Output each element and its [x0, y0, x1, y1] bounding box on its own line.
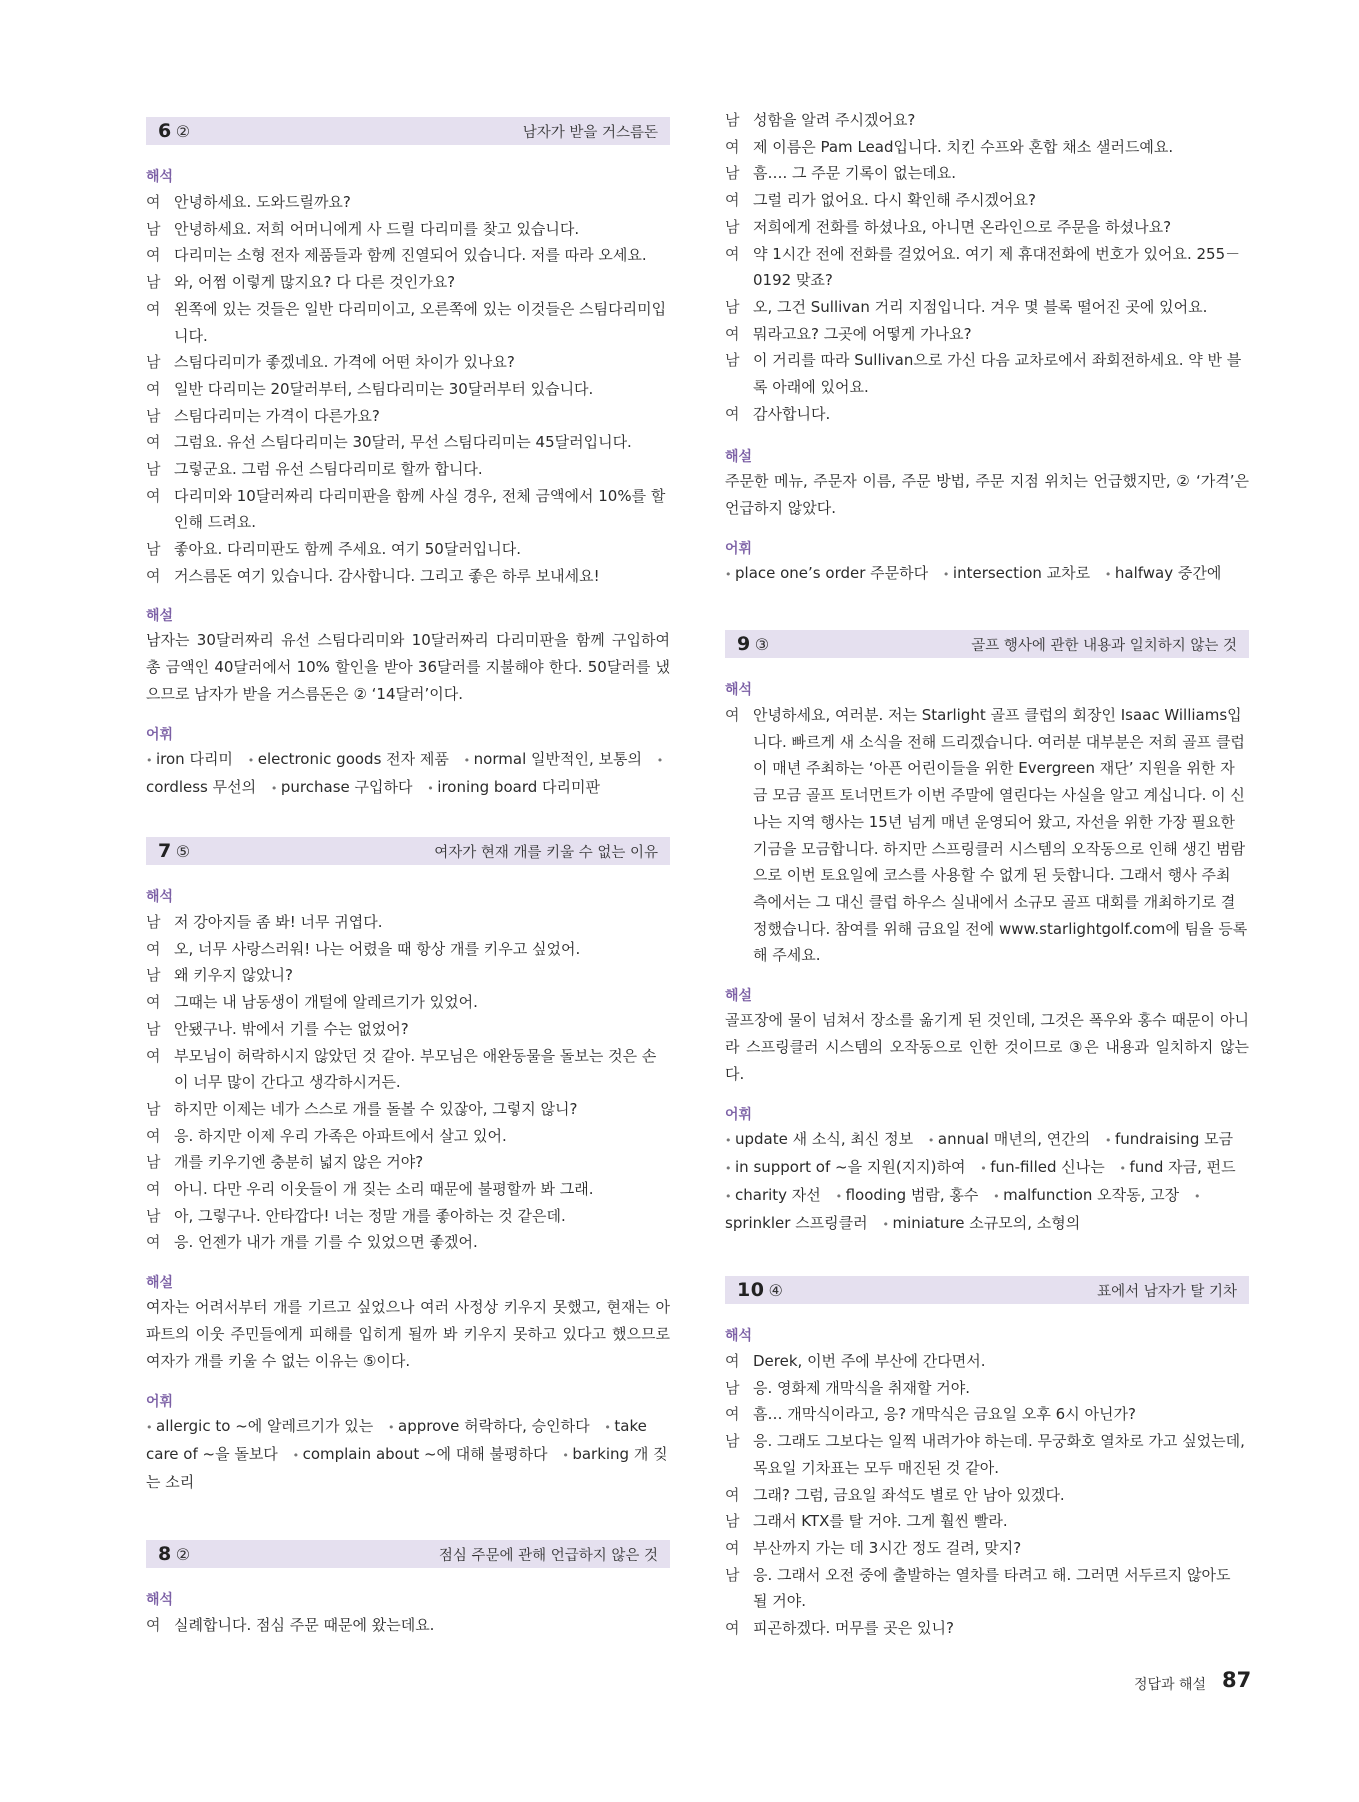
- speaker-label: 여: [146, 993, 161, 1012]
- dialogue-line: [725, 1428, 1249, 1481]
- vocab-item: • charity 자선: [725, 1186, 821, 1204]
- q6-vocab: [146, 746, 670, 802]
- dialogue-line: [146, 349, 670, 376]
- dialogue-line: [725, 214, 1249, 241]
- dialogue-text: 다리미는 소형 전자 제품들과 함께 진열되어 있습니다. 저를 따라 오세요.: [174, 246, 647, 265]
- dialogue-line: [146, 962, 670, 989]
- speaker-label: 남: [146, 913, 161, 931]
- speaker-label: 남: [146, 460, 161, 479]
- dialogue-text: 저희에게 전화를 하셨나요, 아니면 온라인으로 주문을 하셨나요?: [753, 217, 1172, 236]
- dialogue-text: 안됐구나. 밖에서 기를 수는 없었어?: [174, 1019, 409, 1038]
- q9-dialogue: [725, 702, 1249, 969]
- q8-vocab-label: 어휘: [725, 541, 753, 557]
- speaker-label: 남: [146, 540, 161, 559]
- q8-vocab: [725, 560, 1249, 588]
- dialogue-line: [146, 1149, 670, 1176]
- dialogue-text: 그럴 리가 없어요. 다시 확인해 주시겠어요?: [753, 191, 1036, 210]
- speaker-label: 남: [725, 217, 740, 236]
- dialogue-text: 제 이름은 Pam Lead입니다. 치킨 수프와 혼합 채소 샐러드예요.: [753, 137, 1174, 156]
- q8-explanation: 주문한 메뉴, 주문자 이름, 주문 방법, 주문 지점 위치는 언급했지만, ② ‘가격’은 언급하지 않았다.: [725, 472, 1249, 517]
- dialogue-line: [146, 296, 670, 349]
- dialogue-text: 오, 그건 Sullivan 거리 지점입니다. 겨우 몇 블록 떨어진 곳에 있어요.: [753, 297, 1208, 316]
- speaker-label: 남: [146, 1153, 161, 1172]
- question-10-number: 10 ④: [737, 1279, 783, 1301]
- dialogue-text: 부산까지 가는 데 3시간 정도 걸려, 맞지?: [753, 1538, 1022, 1557]
- speaker-label: 여: [725, 1352, 740, 1370]
- dialogue-text: 이 거리를 따라 Sullivan으로 가신 다음 교차로에서 좌회전하세요. 약 반 블록 아래에 있어요.: [753, 351, 1242, 397]
- vocab-item: • approve 허락하다, 승인하다: [388, 1417, 590, 1435]
- question-7-number: 7 ⑤: [158, 840, 191, 862]
- vocab-item: • electronic goods 전자 제품: [248, 750, 449, 768]
- dialogue-line: [146, 536, 670, 563]
- speaker-label: 여: [725, 1619, 740, 1638]
- dialogue-text: 와, 어쩜 이렇게 많지요? 다 다른 것인가요?: [174, 273, 456, 292]
- dialogue-text: 그래? 그럼, 금요일 좌석도 별로 안 남아 있겠다.: [753, 1485, 1065, 1504]
- dialogue-text: 일반 다리미는 20달러부터, 스팀다리미는 30달러부터 있습니다.: [174, 379, 594, 398]
- dialogue-line: [725, 187, 1249, 214]
- dialogue-line: [146, 1016, 670, 1043]
- dialogue-line: [146, 1043, 670, 1096]
- dialogue-line: [725, 107, 1249, 134]
- dialogue-text: Derek, 이번 주에 부산에 간다면서.: [753, 1352, 986, 1370]
- speaker-label: 여: [146, 939, 161, 958]
- speaker-label: 여: [725, 1485, 740, 1504]
- speaker-label: 남: [146, 406, 161, 425]
- dialogue-line: [146, 989, 670, 1016]
- dialogue-text: 왜 키우지 않았니?: [174, 966, 293, 985]
- speaker-label: 여: [146, 299, 161, 318]
- speaker-label: 남: [146, 1206, 161, 1225]
- speaker-label: 여: [725, 244, 740, 263]
- dialogue-line: [725, 1482, 1249, 1509]
- dialogue-line: [146, 936, 670, 963]
- dialogue-line: [725, 401, 1249, 428]
- vocab-item: • fun-filled 신나는: [980, 1158, 1104, 1176]
- q6-dialogue: [146, 189, 670, 590]
- speaker-label: 여: [146, 566, 161, 585]
- dialogue-text: 응. 하지만 이제 우리 가족은 아파트에서 살고 있어.: [174, 1126, 507, 1145]
- question-9-topic: 골프 행사에 관한 내용과 일치하지 않는 것: [971, 637, 1237, 654]
- question-9-header: [725, 630, 1249, 658]
- vocab-item: • update 새 소식, 최신 정보: [725, 1130, 913, 1148]
- dialogue-line: [146, 242, 670, 269]
- dialogue-text: 좋아요. 다리미판도 함께 주세요. 여기 50달러입니다.: [174, 540, 522, 559]
- dialogue-line: [725, 1375, 1249, 1402]
- speaker-label: 여: [725, 404, 740, 423]
- dialogue-text: 그럼요. 유선 스팀다리미는 30달러, 무선 스팀다리미는 45달러입니다.: [174, 433, 632, 452]
- speaker-label: 남: [725, 1512, 740, 1531]
- speaker-label: 여: [146, 379, 161, 398]
- q7-vocab: [146, 1413, 670, 1496]
- question-8-header: [146, 1540, 670, 1568]
- vocab-item: • malfunction 오작동, 고장: [993, 1186, 1179, 1204]
- dialogue-text: 그때는 내 남동생이 개털에 알레르기가 있었어.: [174, 993, 478, 1012]
- q8-dialogue-continued: [725, 107, 1249, 427]
- dialogue-text: 약 1시간 전에 전화를 걸었어요. 여기 제 휴대전화에 번호가 있어요. 255－0192 맞죠?: [753, 244, 1241, 290]
- question-8-number: 8 ②: [158, 1543, 191, 1565]
- dialogue-text: 다리미와 10달러짜리 다리미판을 함께 사실 경우, 전체 금액에서 10%를 할인해 드려요.: [174, 486, 666, 532]
- speaker-label: 여: [725, 1538, 740, 1557]
- speaker-label: 여: [725, 191, 740, 210]
- dialogue-line: [146, 1123, 670, 1150]
- dialogue-line: [146, 483, 670, 536]
- vocab-item: • flooding 범람, 홍수: [836, 1186, 979, 1204]
- dialogue-line: [146, 909, 670, 936]
- question-7-topic: 여자가 현재 개를 키울 수 없는 이유: [434, 844, 658, 861]
- dialogue-text: 아, 그렇구나. 안타깝다! 너는 정말 개를 좋아하는 것 같은데.: [174, 1206, 566, 1225]
- speaker-label: 남: [725, 1565, 740, 1584]
- speaker-label: 여: [146, 246, 161, 265]
- q9-vocab: [725, 1126, 1249, 1238]
- dialogue-line: [725, 294, 1249, 321]
- speaker-label: 여: [725, 706, 740, 724]
- q7-explanation-label: 해설: [146, 1275, 174, 1291]
- dialogue-line: [146, 1229, 670, 1256]
- vocab-item: • fund 자금, 펀드: [1120, 1158, 1236, 1176]
- speaker-label: 남: [146, 1099, 161, 1118]
- q9-vocab-label: 어휘: [725, 1107, 753, 1123]
- vocab-item: • intersection 교차로: [943, 564, 1090, 582]
- dialogue-text: 흠… 개막식이라고, 응? 개막식은 금요일 오후 6시 아닌가?: [753, 1405, 1136, 1424]
- dialogue-line: [146, 1096, 670, 1123]
- speaker-label: 여: [146, 1233, 161, 1252]
- dialogue-text: 응. 그래서 오전 중에 출발하는 열차를 타려고 해. 그러면 서두르지 않아도 될 거야.: [753, 1565, 1231, 1611]
- speaker-label: 남: [725, 351, 740, 370]
- dialogue-text: 개를 키우기엔 충분히 넓지 않은 거야?: [174, 1153, 424, 1172]
- dialogue-text: 응. 언젠가 내가 개를 기를 수 있었으면 좋겠어.: [174, 1233, 478, 1252]
- dialogue-line: [146, 403, 670, 430]
- question-10-header: [725, 1276, 1249, 1304]
- dialogue-line: [725, 241, 1249, 294]
- dialogue-line: [725, 1508, 1249, 1535]
- q10-dialogue: [725, 1348, 1249, 1642]
- dialogue-text: 뭐라고요? 그곳에 어떻게 가나요?: [753, 324, 972, 343]
- vocab-item: • fundraising 모금: [1105, 1130, 1233, 1148]
- question-6-topic: 남자가 받을 거스름돈: [522, 124, 658, 141]
- dialogue-text: 하지만 이제는 네가 스스로 개를 돌볼 수 있잖아, 그렇지 않니?: [174, 1099, 578, 1118]
- speaker-label: 여: [146, 1126, 161, 1145]
- question-8-topic: 점심 주문에 관해 언급하지 않은 것: [438, 1547, 658, 1564]
- speaker-label: 남: [725, 1378, 740, 1397]
- dialogue-text: 성함을 알려 주시겠어요?: [753, 111, 916, 129]
- dialogue-line: [146, 1203, 670, 1230]
- dialogue-line: [146, 269, 670, 296]
- q7-vocab-label: 어휘: [146, 1394, 174, 1410]
- q7-dialogue: [146, 909, 670, 1256]
- speaker-label: 여: [725, 1405, 740, 1424]
- q10-translation-label: 해석: [725, 1328, 753, 1344]
- dialogue-text: 스팀다리미가 좋겠네요. 가격에 어떤 차이가 있나요?: [174, 353, 515, 372]
- dialogue-line: [146, 456, 670, 483]
- dialogue-line: [725, 1535, 1249, 1562]
- vocab-item: • purchase 구입하다: [271, 778, 413, 796]
- dialogue-line: [725, 321, 1249, 348]
- speaker-label: 여: [146, 1046, 161, 1065]
- speaker-label: 여: [146, 1616, 161, 1634]
- page-number: 87: [1222, 1668, 1252, 1692]
- vocab-item: • normal 일반적인, 보통의: [464, 750, 642, 768]
- dialogue-text: 아니. 다만 우리 이웃들이 개 짖는 소리 때문에 불평할까 봐 그래.: [174, 1180, 594, 1199]
- speaker-label: 여: [725, 324, 740, 343]
- dialogue-text: 안녕하세요. 저희 어머니에게 사 드릴 다리미를 찾고 있습니다.: [174, 219, 580, 238]
- vocab-item: • allergic to ~에 알레르기가 있는: [146, 1417, 373, 1435]
- vocab-item: • complain about ~에 대해 불평하다: [293, 1445, 548, 1463]
- dialogue-text: 안녕하세요. 도와드릴까요?: [174, 193, 351, 211]
- q9-explanation-label: 해설: [725, 988, 753, 1004]
- vocab-item: • sprinkler 스프링클러: [725, 1186, 1200, 1232]
- dialogue-text: 흠…. 그 주문 기록이 없는데요.: [753, 164, 956, 183]
- dialogue-text: 응. 그래도 그보다는 일찍 내려가야 하는데. 무궁화호 열차로 가고 싶었는데, 목요일 기차표는 모두 매진된 것 같아.: [753, 1432, 1245, 1477]
- speaker-label: 남: [146, 219, 161, 238]
- dialogue-line: [725, 160, 1249, 187]
- q7-explanation: 여자는 어려서부터 개를 기르고 싶었으나 여러 사정상 키우지 못했고, 현재는 아파트의 이웃 주민들에게 피해를 입히게 될까 봐 키우지 못하고 있다고 했으므로 여자가 개를 키울 수 없는 이유는 ⑤이다.: [146, 1298, 670, 1370]
- q8-explanation-label: 해설: [725, 449, 753, 465]
- dialogue-line: [146, 189, 670, 216]
- vocab-item: • annual 매년의, 연간의: [928, 1130, 1090, 1148]
- dialogue-line: [146, 1176, 670, 1203]
- dialogue-text: 거스름돈 여기 있습니다. 감사합니다. 그리고 좋은 하루 보내세요!: [174, 566, 600, 585]
- vocab-item: • iron 다리미: [146, 750, 233, 768]
- dialogue-line: [725, 1348, 1249, 1375]
- dialogue-text: 실례합니다. 점심 주문 때문에 왔는데요.: [174, 1616, 435, 1634]
- dialogue-line: [725, 134, 1249, 161]
- dialogue-line: [725, 347, 1249, 400]
- dialogue-text: 스팀다리미는 가격이 다른가요?: [174, 406, 380, 425]
- question-10-topic: 표에서 남자가 탈 기차: [1097, 1283, 1237, 1300]
- dialogue-line: [725, 1562, 1249, 1615]
- speaker-label: 남: [146, 966, 161, 985]
- vocab-item: • halfway 중간에: [1105, 564, 1221, 582]
- dialogue-line: [725, 702, 1249, 969]
- q6-translation-label: 해석: [146, 169, 174, 185]
- speaker-label: 남: [725, 297, 740, 316]
- dialogue-text: 응. 영화제 개막식을 취재할 거야.: [753, 1378, 970, 1397]
- q8-dialogue-start: [146, 1612, 670, 1639]
- vocab-item: • barking 개 짖는 소리: [146, 1445, 668, 1491]
- speaker-label: 여: [146, 433, 161, 452]
- dialogue-text: 안녕하세요, 여러분. 저는 Starlight 골프 클럽의 회장인 Isaac Williams입니다. 빠르게 새 소식을 전해 드리겠습니다. 여러분 대부분은 저희 골프 클럽이 매년 주최하는 ‘아픈 어린이들을 위한 Evergreen 재단’ 지원을 위한 자금 모금 골프 토너먼트가 이번 주말에 열린다는 사실을 알고 계십니다. 이 신나는 지역 행사는 15년 넘게 매년 운영되어 왔고, 자선을 위한 가장 필요한 기금을 모금합니다. 하지만 스프링클러 시스템의 오작동으로 인해 생긴 범람으로 이번 토요일에 코스를 사용할 수 없게 된 듯합니다. 그래서 행사 주최 측에서는 그 대신 클럽 하우스 실내에서 소규모 골프 대회를 개최하기로 결정했습니다. 참여를 위해 금요일 전에 www.starlightgolf.com에 팀을 등록해 주세요.: [753, 706, 1248, 965]
- dialogue-text: 부모님이 허락하시지 않았던 것 같아. 부모님은 애완동물을 돌보는 것은 손이 너무 많이 간다고 생각하시거든.: [174, 1046, 657, 1092]
- dialogue-text: 피곤하겠다. 머무를 곳은 있니?: [753, 1619, 954, 1638]
- q6-explanation-label: 해설: [146, 608, 174, 624]
- q9-translation-label: 해석: [725, 682, 753, 698]
- dialogue-text: 그래서 KTX를 탈 거야. 그게 훨씬 빨라.: [753, 1512, 1008, 1531]
- dialogue-line: [725, 1615, 1249, 1642]
- vocab-item: • in support of ~을 지원(지지)하여: [725, 1158, 966, 1176]
- question-9-number: 9 ③: [737, 633, 770, 655]
- question-7-header: [146, 837, 670, 865]
- dialogue-text: 저 강아지들 좀 봐! 너무 귀엽다.: [174, 913, 383, 931]
- question-6-header: [146, 117, 670, 145]
- dialogue-line: [146, 563, 670, 590]
- vocab-item: • cordless 무선의: [146, 750, 663, 796]
- dialogue-line: [146, 1612, 670, 1639]
- dialogue-line: [146, 429, 670, 456]
- q7-translation-label: 해석: [146, 889, 174, 905]
- speaker-label: 남: [146, 353, 161, 372]
- speaker-label: 남: [725, 164, 740, 183]
- q6-explanation: 남자는 30달러짜리 유선 스팀다리미와 10달러짜리 다리미판을 함께 구입하여 총 금액인 40달러에서 10% 할인을 받아 36달러를 지불해야 한다. 50달러를 냈으므로 남자가 받을 거스름돈은 ② ‘14달러’이다.: [146, 631, 670, 703]
- speaker-label: 남: [725, 1432, 740, 1451]
- vocab-item: • ironing board 다리미판: [427, 778, 600, 796]
- vocab-item: • place one’s order 주문하다: [725, 564, 928, 582]
- dialogue-text: 오, 너무 사랑스러워! 나는 어렸을 때 항상 개를 키우고 싶었어.: [174, 939, 581, 958]
- dialogue-line: [146, 376, 670, 403]
- footer-label: 정답과 해설: [1134, 1677, 1207, 1693]
- dialogue-text: 감사합니다.: [753, 404, 831, 423]
- speaker-label: 여: [146, 1180, 161, 1199]
- q9-explanation: 골프장에 물이 넘쳐서 장소를 옮기게 된 것인데, 그것은 폭우와 홍수 때문이 아니라 스프링클러 시스템의 오작동으로 인한 것이므로 ③은 내용과 일치하지 않는다.: [725, 1011, 1249, 1083]
- speaker-label: 남: [146, 1019, 161, 1038]
- speaker-label: 여: [146, 193, 161, 211]
- speaker-label: 여: [725, 137, 740, 156]
- dialogue-text: 왼쪽에 있는 것들은 일반 다리미이고, 오른쪽에 있는 이것들은 스팀다리미입니다.: [174, 299, 667, 345]
- vocab-item: • miniature 소규모의, 소형의: [882, 1214, 1080, 1232]
- q6-vocab-label: 어휘: [146, 727, 174, 743]
- speaker-label: 남: [146, 273, 161, 292]
- dialogue-text: 그렇군요. 그럼 유선 스팀다리미로 할까 합니다.: [174, 460, 483, 479]
- vocab-item: • take care of ~을 돌보다: [146, 1417, 647, 1463]
- speaker-label: 여: [146, 486, 161, 505]
- dialogue-line: [146, 216, 670, 243]
- dialogue-line: [725, 1401, 1249, 1428]
- question-6-number: 6 ②: [158, 120, 191, 142]
- q8-translation-label: 해석: [146, 1592, 174, 1608]
- speaker-label: 남: [725, 111, 740, 129]
